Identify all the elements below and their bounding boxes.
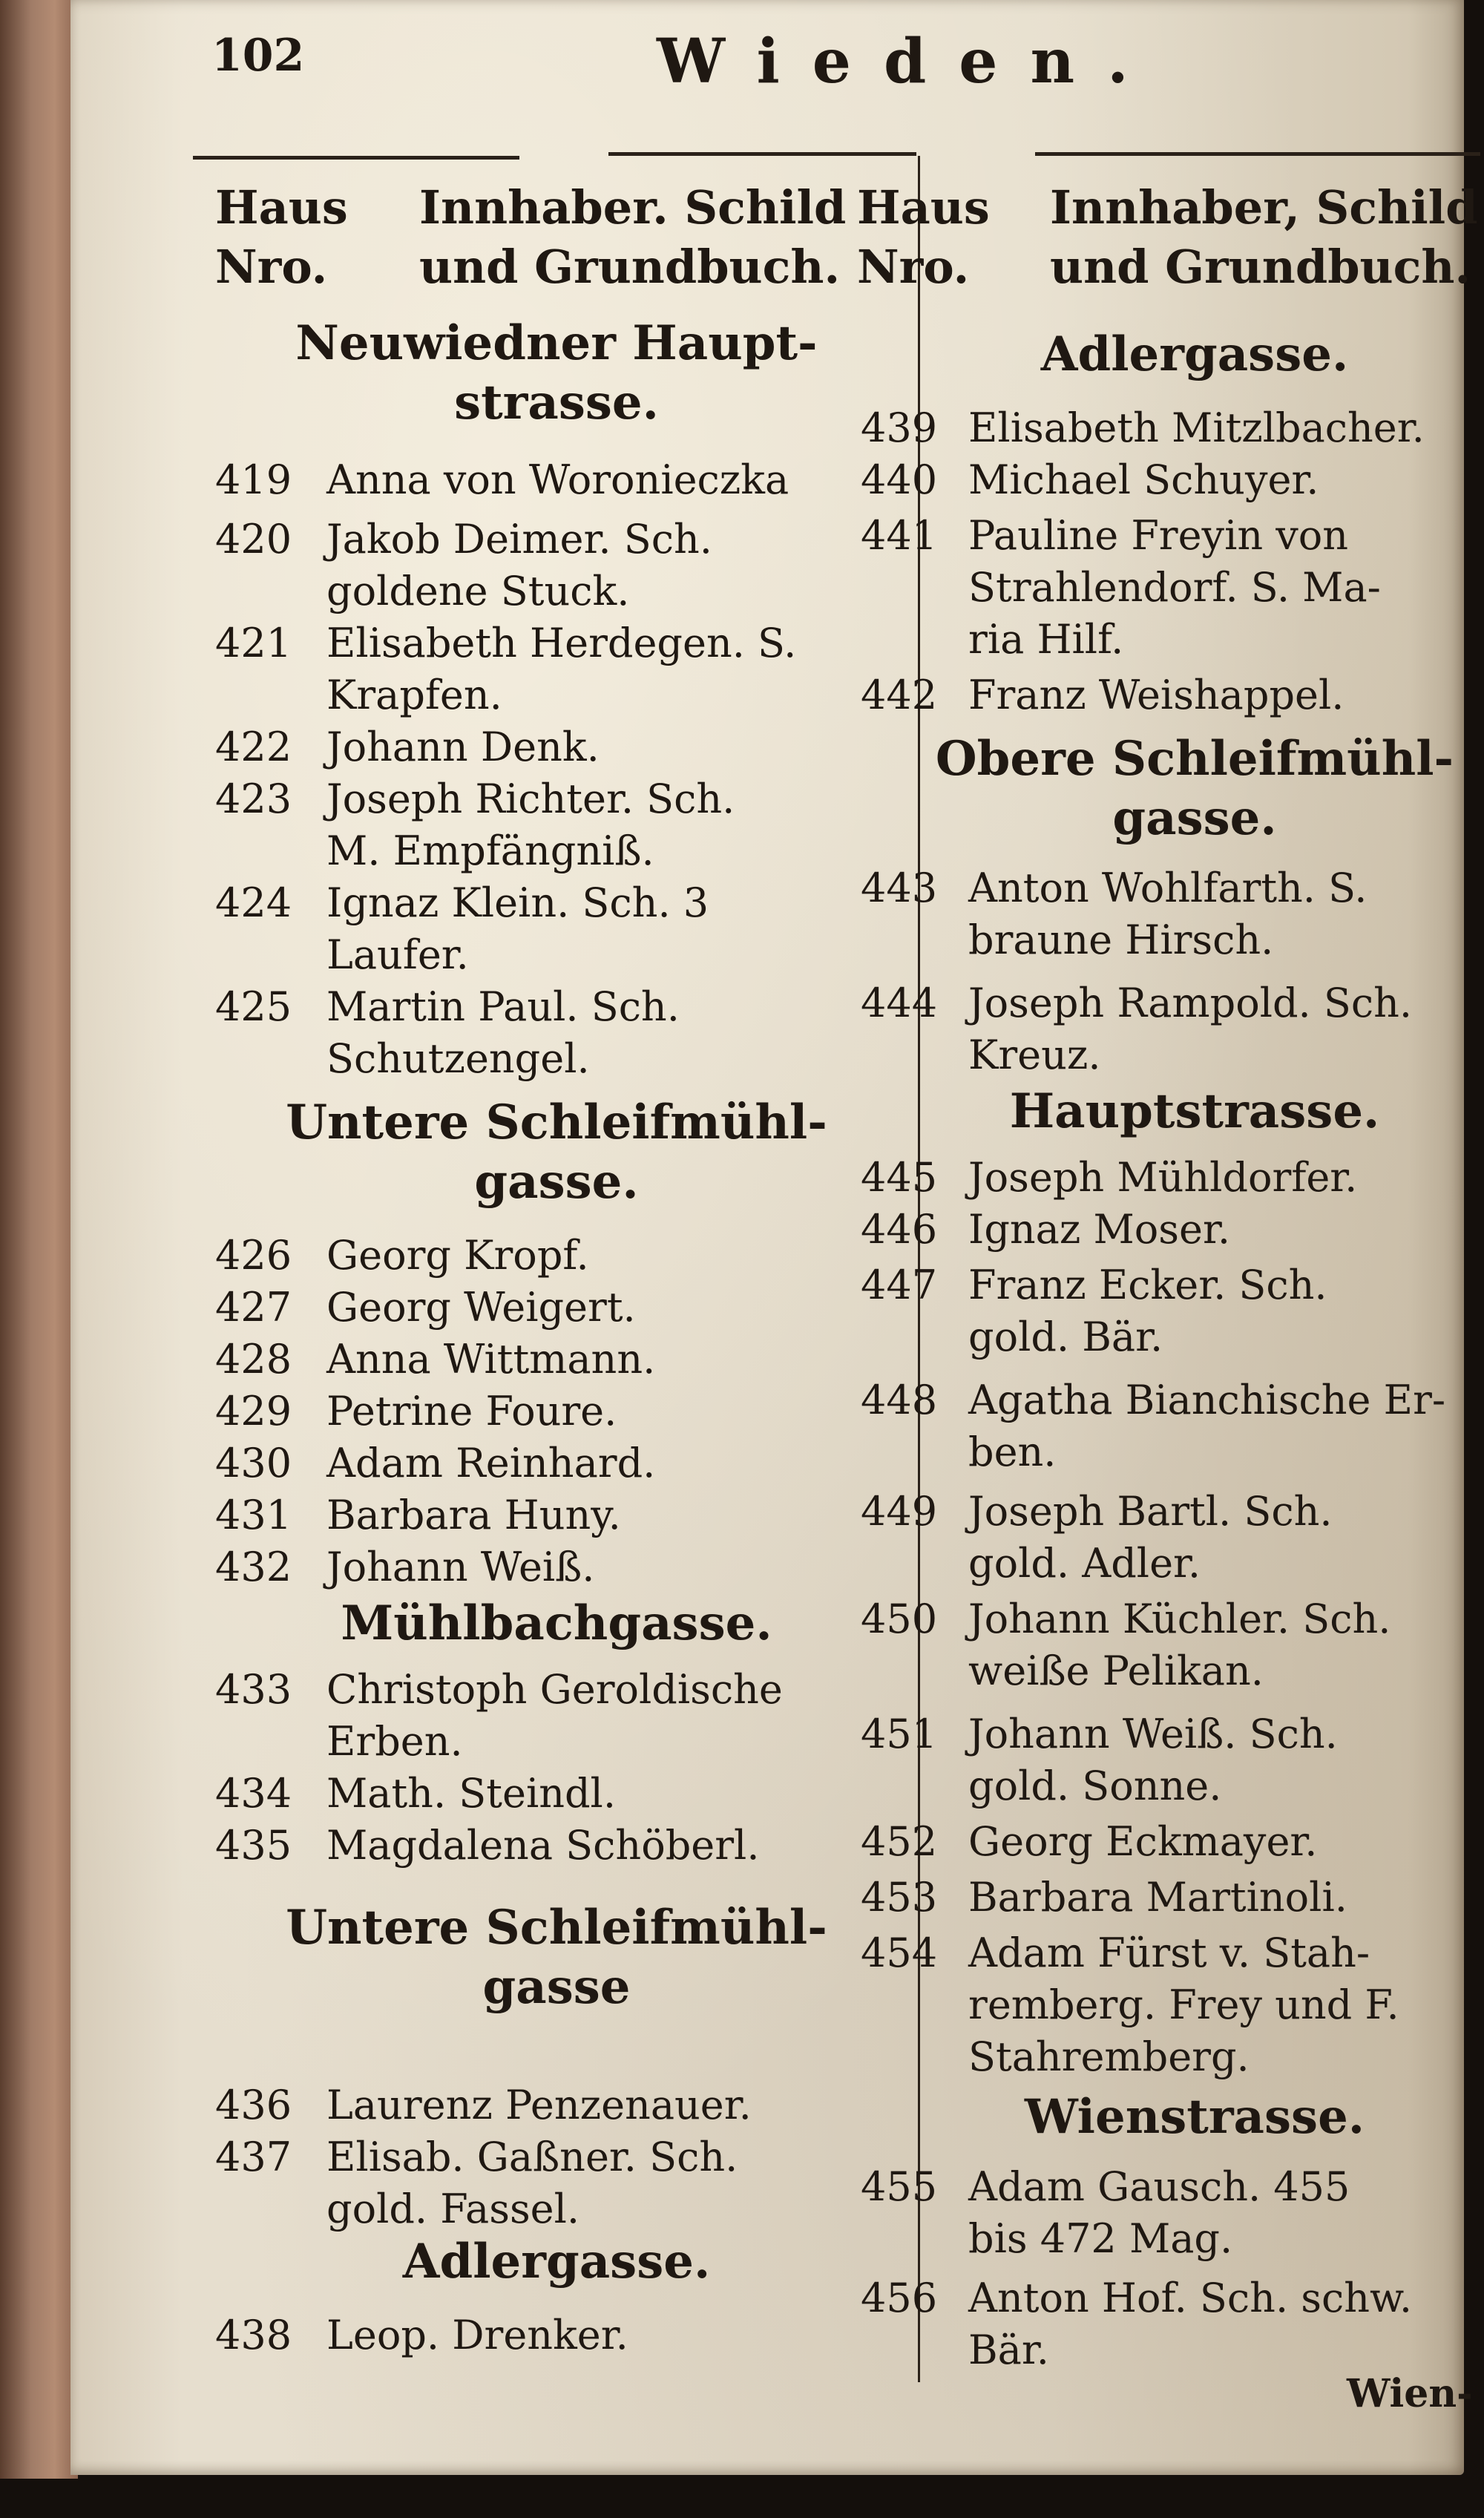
right-header-col2-line2: und Grundbuch. <box>1050 240 1471 294</box>
house-number: 425 <box>215 983 292 1030</box>
owner-entry: Barbara Huny. <box>326 1492 621 1538</box>
house-number: 441 <box>861 512 938 559</box>
house-number: 420 <box>215 516 292 563</box>
page-number: 102 <box>211 30 305 82</box>
list-item <box>861 1377 1469 1424</box>
list-item <box>215 620 913 667</box>
owner-entry: Leop. Drenker. <box>326 2312 628 2358</box>
list-item <box>861 2275 1469 2322</box>
left-header-col2-line1: Innhaber. Schild <box>419 180 847 235</box>
left-section-heading: Mühlbachgasse. <box>341 1596 772 1651</box>
right-header-col2-line1: Innhaber, Schild <box>1050 180 1478 235</box>
list-item <box>861 865 1469 912</box>
owner-entry: Barbara Martinoli. <box>968 1874 1347 1921</box>
header-rule-left <box>193 156 519 160</box>
house-number: 456 <box>861 2275 938 2321</box>
list-item <box>215 1284 913 1331</box>
house-number: 438 <box>215 2312 292 2358</box>
owner-entry: Johann Weiß. Sch. <box>968 1711 1338 1757</box>
left-header-col2-line2: und Grundbuch. <box>419 240 841 294</box>
owner-entry: Johann Küchler. Sch. <box>968 1596 1391 1642</box>
owner-entry: Math. Steindl. <box>326 1770 616 1817</box>
house-number: 431 <box>215 1492 292 1538</box>
house-number: 423 <box>215 776 292 822</box>
house-number: 444 <box>861 980 938 1026</box>
list-item <box>861 456 1469 504</box>
entry-continuation: gold. Sonne. <box>968 1763 1222 1809</box>
list-item <box>861 1930 1469 1977</box>
house-number: 432 <box>215 1544 292 1590</box>
left-section-heading: Adlergasse. <box>402 2234 711 2289</box>
entry-continuation: M. Empfängniß. <box>326 827 654 874</box>
house-number: 436 <box>215 2082 292 2128</box>
right-section-heading: Hauptstrasse. <box>1009 1083 1380 1139</box>
entry-continuation: bis 472 Mag. <box>968 2215 1233 2262</box>
house-number: 453 <box>861 1874 938 1921</box>
right-header-col1-line2: Nro. <box>857 240 970 294</box>
house-number: 455 <box>861 2163 938 2210</box>
owner-entry: Franz Ecker. Sch. <box>968 1262 1327 1308</box>
owner-entry: Elisabeth Mitzlbacher. <box>968 404 1425 451</box>
list-item <box>861 980 1469 1027</box>
owner-entry: Joseph Bartl. Sch. <box>968 1488 1333 1535</box>
house-number: 448 <box>861 1377 938 1423</box>
entry-continuation: Kreuz. <box>968 1032 1101 1078</box>
list-item <box>861 1488 1469 1535</box>
house-number: 446 <box>861 1206 938 1253</box>
house-number: 452 <box>861 1818 938 1865</box>
list-item <box>215 1770 913 1817</box>
house-number: 429 <box>215 1388 292 1435</box>
entry-continuation: weiße Pelikan. <box>968 1647 1264 1694</box>
book-spine <box>0 0 78 2479</box>
entry-continuation: gold. Adler. <box>968 1540 1201 1587</box>
list-item <box>215 1336 913 1383</box>
list-item <box>215 1822 913 1869</box>
owner-entry: Pauline Freyin von <box>968 512 1349 559</box>
list-item <box>861 1596 1469 1643</box>
owner-entry: Adam Fürst v. Stah- <box>968 1930 1370 1976</box>
house-number: 426 <box>215 1232 292 1279</box>
owner-entry: Adam Reinhard. <box>326 1440 656 1486</box>
house-number: 433 <box>215 1666 292 1713</box>
list-item <box>215 724 913 771</box>
entry-continuation: ria Hilf. <box>968 616 1124 663</box>
owner-entry: Joseph Rampold. Sch. <box>968 980 1413 1026</box>
header-rule-left-2 <box>608 152 916 156</box>
left-section-heading: Neuwiedner Haupt- <box>295 315 818 371</box>
list-item <box>861 1711 1469 1758</box>
house-number: 450 <box>861 1596 938 1642</box>
owner-entry: Anton Wohlfarth. S. <box>968 865 1368 911</box>
list-item <box>861 1874 1469 1921</box>
house-number: 451 <box>861 1711 938 1757</box>
book-page <box>70 0 1478 2475</box>
owner-entry: Martin Paul. Sch. <box>326 983 680 1030</box>
header-rule-right <box>1035 152 1480 156</box>
running-title: Wieden. <box>657 26 1161 97</box>
list-item <box>861 2163 1469 2211</box>
owner-entry: Anton Hof. Sch. schw. <box>968 2275 1412 2321</box>
entry-continuation: Krapfen. <box>326 672 502 718</box>
right-section-heading: Obere Schleifmühl- <box>935 731 1454 787</box>
owner-entry: Jakob Deimer. Sch. <box>326 516 712 563</box>
catchword: Wien- <box>1347 2371 1473 2416</box>
house-number: 439 <box>861 404 938 451</box>
list-item <box>861 1206 1469 1253</box>
list-item <box>215 776 913 823</box>
owner-entry: Michael Schuyer. <box>968 456 1319 503</box>
list-item <box>215 2312 913 2359</box>
list-item <box>215 456 913 504</box>
house-number: 445 <box>861 1154 938 1201</box>
list-item <box>215 516 913 563</box>
house-number: 424 <box>215 879 292 926</box>
house-number: 435 <box>215 1822 292 1869</box>
list-item <box>215 879 913 927</box>
entry-continuation: Schutzengel. <box>326 1035 590 1082</box>
owner-entry: Adam Gausch. 455 <box>968 2163 1350 2210</box>
house-number: 449 <box>861 1488 938 1535</box>
list-item <box>861 512 1469 560</box>
owner-entry: Ignaz Moser. <box>968 1206 1231 1253</box>
right-header-col1-line1: Haus <box>857 180 990 235</box>
list-item <box>861 404 1469 452</box>
right-section-heading: Wienstrasse. <box>1024 2089 1365 2145</box>
list-item <box>215 1440 913 1487</box>
list-item <box>215 1388 913 1435</box>
left-section-heading: strasse. <box>454 375 659 430</box>
owner-entry: Christoph Geroldische <box>326 1666 783 1713</box>
house-number: 454 <box>861 1930 938 1976</box>
entry-continuation: Erben. <box>326 1718 463 1765</box>
list-item <box>215 1666 913 1714</box>
list-item <box>215 1232 913 1279</box>
owner-entry: Anna von Woronieczka <box>326 456 789 503</box>
owner-entry: Agatha Bianchische Er- <box>968 1377 1446 1423</box>
list-item <box>861 672 1469 719</box>
owner-entry: Ignaz Klein. Sch. 3 <box>326 879 709 926</box>
owner-entry: Laurenz Penzenauer. <box>326 2082 752 2128</box>
house-number: 443 <box>861 865 938 911</box>
entry-continuation: Bär. <box>968 2327 1049 2373</box>
house-number: 442 <box>861 672 938 718</box>
owner-entry: Elisabeth Herdegen. S. <box>326 620 797 666</box>
owner-entry: Franz Weishappel. <box>968 672 1345 718</box>
entry-continuation: ben. <box>968 1429 1057 1475</box>
right-section-heading: gasse. <box>1112 790 1277 846</box>
left-section-heading: Untere Schleifmühl- <box>286 1900 827 1955</box>
owner-entry: Elisab. Gaßner. Sch. <box>326 2134 738 2180</box>
left-header-col1-line2: Nro. <box>215 240 328 294</box>
entry-continuation: gold. Bär. <box>968 1314 1163 1360</box>
owner-entry: Anna Wittmann. <box>326 1336 656 1383</box>
entry-continuation: Strahlendorf. S. Ma- <box>968 564 1381 611</box>
house-number: 427 <box>215 1284 292 1331</box>
list-item <box>861 1262 1469 1309</box>
left-header-col1-line1: Haus <box>215 180 348 235</box>
entry-continuation: remberg. Frey und F. <box>968 1981 1399 2028</box>
owner-entry: Joseph Mühldorfer. <box>968 1154 1358 1201</box>
owner-entry: Georg Weigert. <box>326 1284 636 1331</box>
list-item <box>215 983 913 1031</box>
entry-continuation: Stahremberg. <box>968 2033 1250 2080</box>
house-number: 434 <box>215 1770 292 1817</box>
entry-continuation: braune Hirsch. <box>968 917 1274 963</box>
owner-entry: Magdalena Schöberl. <box>326 1822 760 1869</box>
list-item <box>215 2082 913 2129</box>
house-number: 437 <box>215 2134 292 2180</box>
house-number: 419 <box>215 456 292 503</box>
left-section-heading: gasse <box>482 1959 631 2015</box>
house-number: 422 <box>215 724 292 770</box>
right-section-heading: Adlergasse. <box>1040 327 1349 382</box>
entry-continuation: Laufer. <box>326 931 469 978</box>
list-item <box>215 1492 913 1539</box>
left-section-heading: gasse. <box>474 1154 639 1210</box>
owner-entry: Petrine Foure. <box>326 1388 617 1435</box>
owner-entry: Johann Weiß. <box>326 1544 595 1590</box>
house-number: 447 <box>861 1262 938 1308</box>
list-item <box>215 2134 913 2181</box>
house-number: 428 <box>215 1336 292 1383</box>
list-item <box>215 1544 913 1591</box>
house-number: 440 <box>861 456 938 503</box>
house-number: 421 <box>215 620 292 666</box>
entry-continuation: goldene Stuck. <box>326 568 630 614</box>
house-number: 430 <box>215 1440 292 1486</box>
entry-continuation: gold. Fassel. <box>326 2186 580 2232</box>
owner-entry: Georg Kropf. <box>326 1232 589 1279</box>
owner-entry: Georg Eckmayer. <box>968 1818 1318 1865</box>
list-item <box>861 1154 1469 1201</box>
owner-entry: Joseph Richter. Sch. <box>326 776 735 822</box>
list-item <box>861 1818 1469 1866</box>
owner-entry: Johann Denk. <box>326 724 600 770</box>
left-section-heading: Untere Schleifmühl- <box>286 1095 827 1150</box>
